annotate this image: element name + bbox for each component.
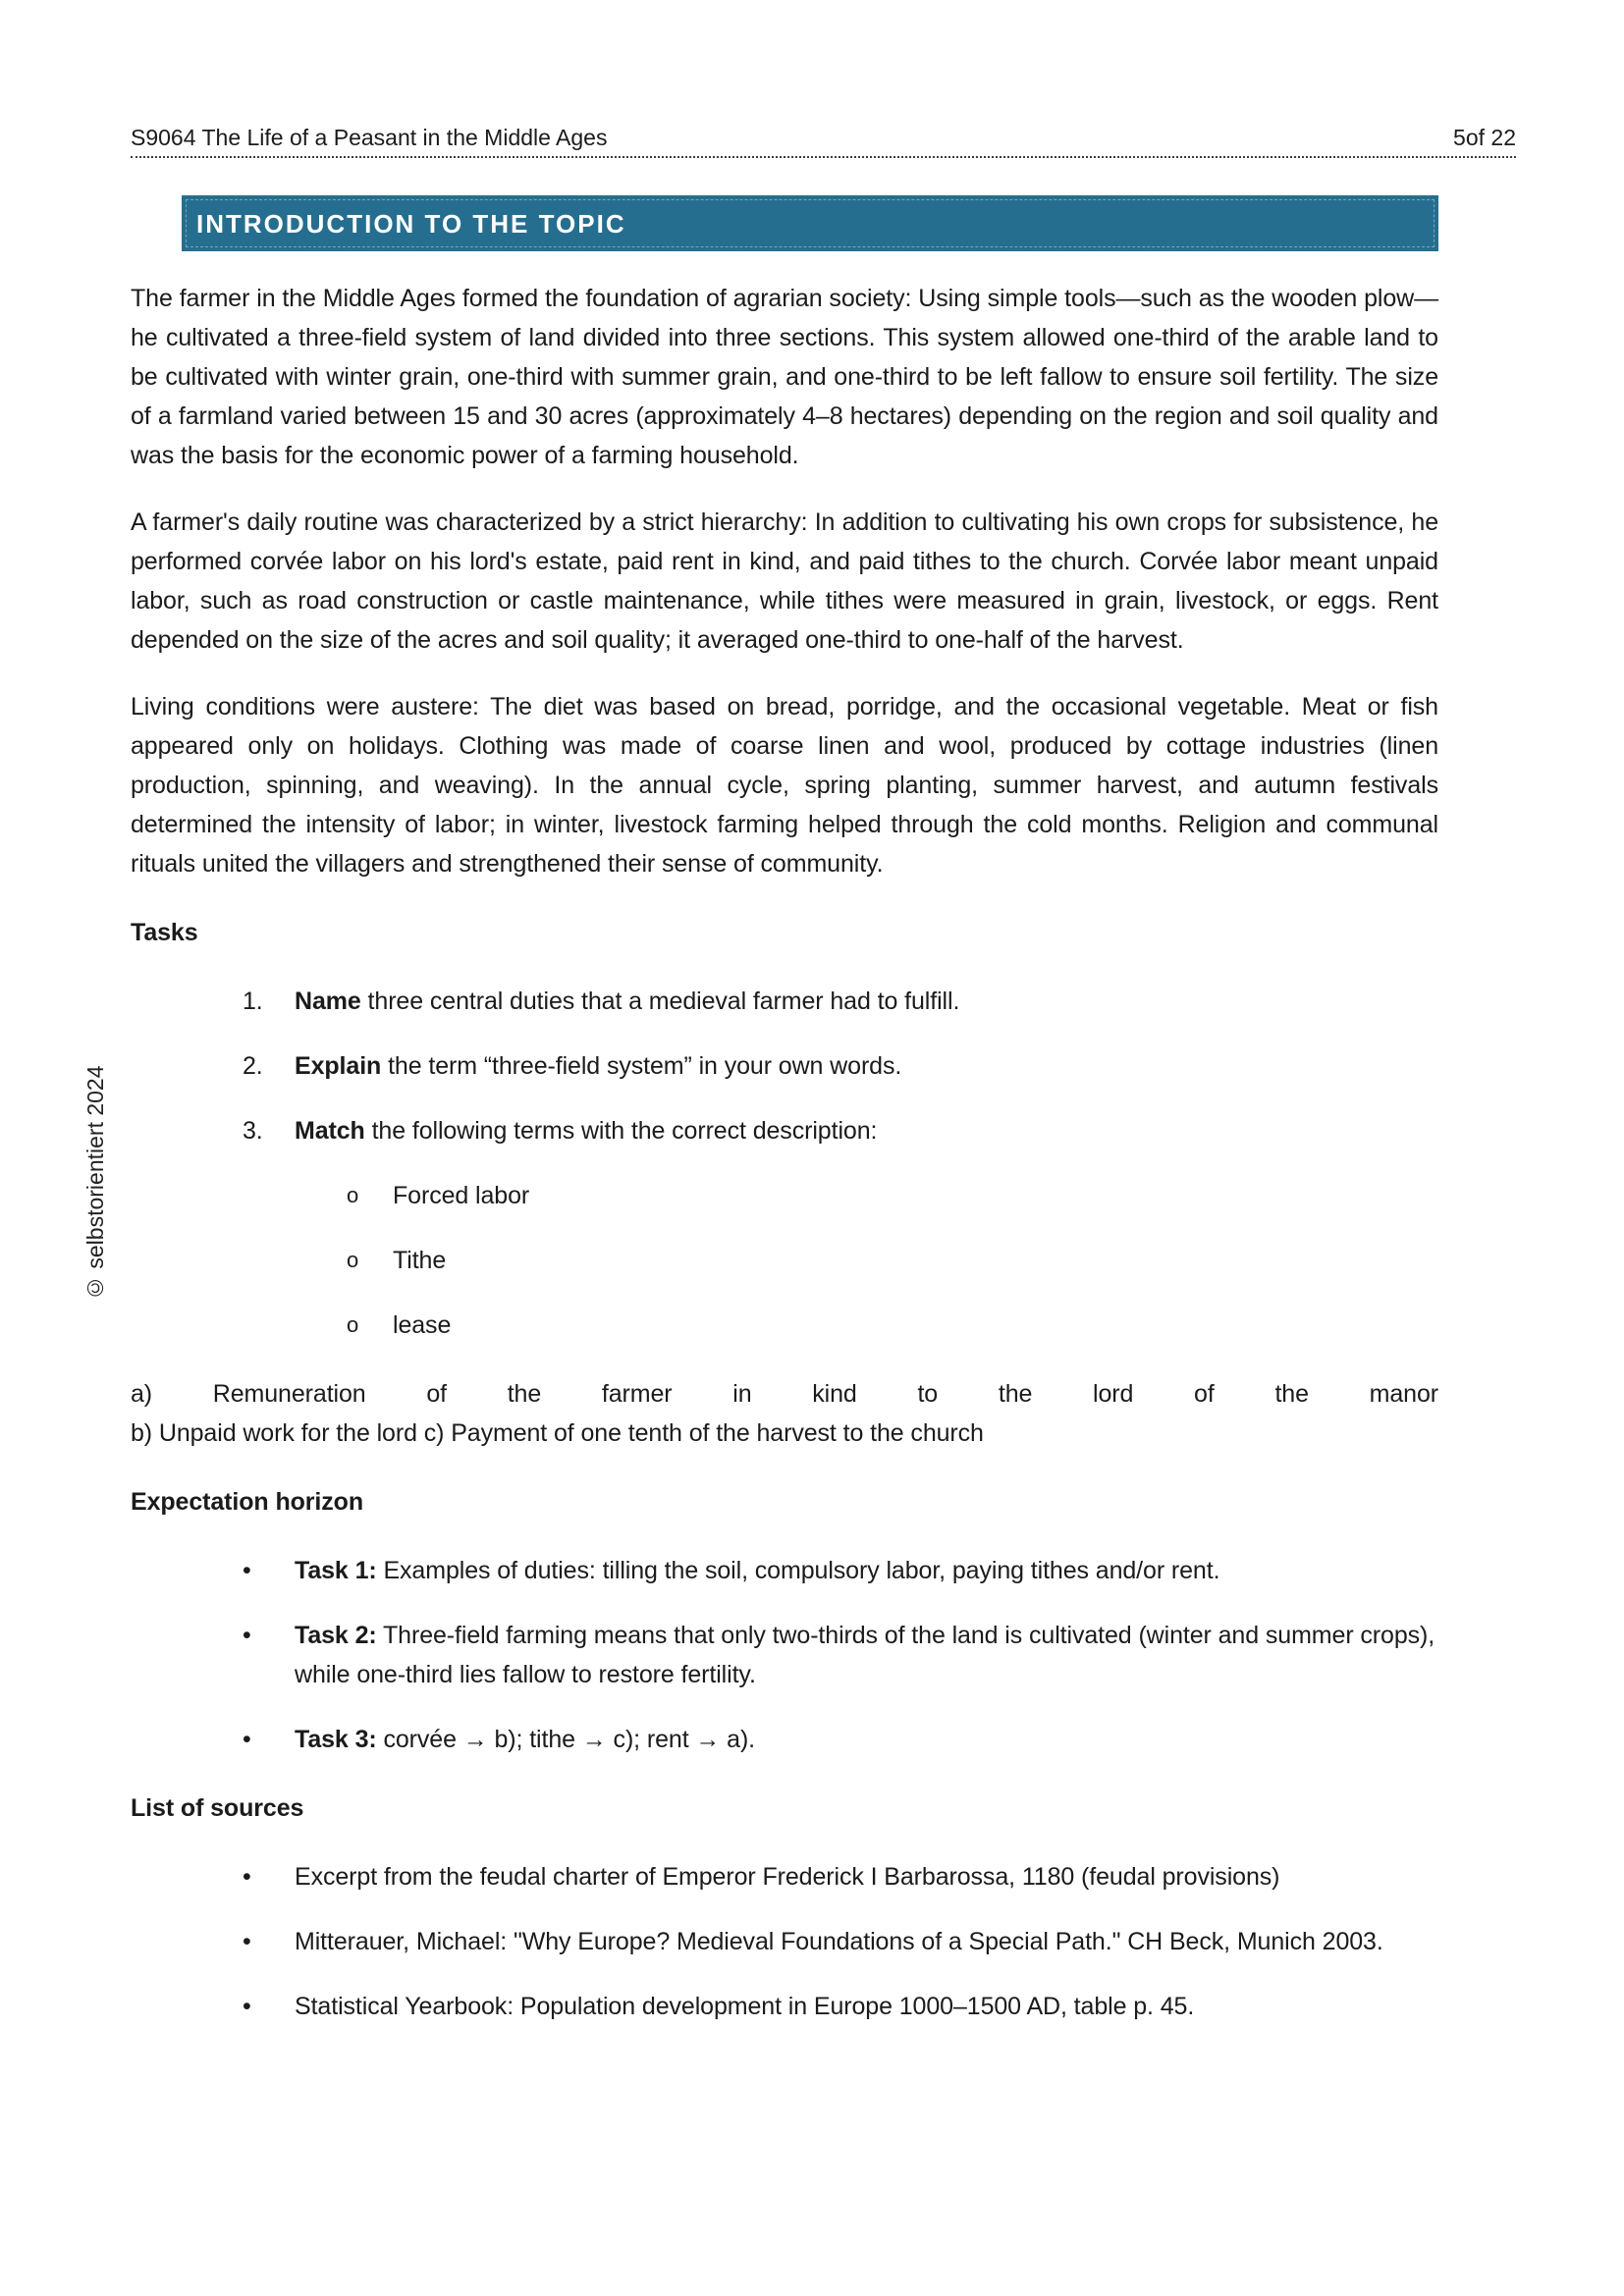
match-option-label-3: lease (393, 1311, 452, 1339)
answer-line-bc: b) Unpaid work for the lord c) Payment of one tenth of the harvest to the church (131, 1419, 984, 1447)
task-verb-3: Match (295, 1117, 365, 1145)
task-item-3 (131, 1111, 1438, 1150)
bullet-icon: • (243, 1863, 251, 1891)
match-option-2 (131, 1241, 1438, 1280)
expectation-text-1 (295, 1551, 1438, 1590)
tasks-heading: Tasks (131, 919, 198, 946)
header-title: S9064 The Life of a Peasant in the Middle Ages (131, 125, 608, 150)
task-text-1 (295, 982, 1438, 1021)
task-rest-1: three central duties that a medieval farmer had to fulfill. (360, 988, 960, 1015)
source-item-3 (131, 1987, 1438, 2026)
source-text-2: Mitterauer, Michael: "Why Europe? Medieval Foundations of a Special Path." CH Beck, Munich 2003. (295, 1928, 1383, 1955)
intro-paragraph-1: The farmer in the Middle Ages formed the foundation of agrarian society: Using simple tools—such as the wooden plow—he cultivated a three-field system of land divided into three sections. This system allowed one-third of the arable land to be cultivated with winter grain, one-third with summer grain, and one-third to be left fallow to ensure soil fertility. The size of a farmland varied between 15 and 30 acres (approximately 4–8 hectares) depending on the region and soil quality and was the basis for the economic power of a farming household. (131, 285, 1438, 469)
task-verb-2: Explain (295, 1052, 382, 1080)
page-number: 5of 22 (1453, 125, 1516, 150)
expectation-rest-1: Examples of duties: tilling the soil, compulsory labor, paying tithes and/or rent. (376, 1557, 1220, 1584)
copyright-sidebar: © selbstorientiert 2024 (82, 1065, 108, 1301)
expectation-heading: Expectation horizon (131, 1488, 364, 1516)
bullet-icon: • (243, 1726, 251, 1753)
task-number-2: 2. (243, 1052, 263, 1080)
circle-bullet-icon: o (347, 1183, 359, 1207)
task-rest-3: the following terms with the correct description: (364, 1117, 878, 1145)
page-header (131, 124, 1516, 158)
match-option-label-1: Forced labor (393, 1182, 530, 1209)
source-text-3: Statistical Yearbook: Population development in Europe 1000–1500 AD, table p. 45. (295, 1993, 1195, 2020)
task-number-3: 3. (243, 1117, 263, 1145)
content-area (131, 195, 1438, 2026)
match-option-1 (131, 1176, 1438, 1215)
bullet-icon: • (243, 1928, 251, 1955)
answer-line-a: a) Remuneration of the farmer in kind to the lord of the manor (131, 1380, 1438, 1408)
expectation-label-1: Task 1: (295, 1557, 377, 1584)
circle-bullet-icon: o (347, 1312, 359, 1337)
expectation-item-2 (131, 1616, 1438, 1694)
expectation-rest-3: corvée → b); tithe → c); rent → a). (376, 1726, 756, 1753)
intro-paragraph-3: Living conditions were austere: The diet was based on bread, porridge, and the occasional vegetable. Meat or fish appeared only on holidays. Clothing was made of coarse linen and wool, produced by cottage industries (linen production, spinning, and weaving). In the annual cycle, spring planting, summer harvest, and autumn festivals determined the intensity of labor; in winter, livestock farming helped through the cold months. Religion and communal rituals united the villagers and strengthened their sense of community. (131, 693, 1438, 878)
banner-title: INTRODUCTION TO THE TOPIC (196, 208, 626, 239)
bullet-icon: • (243, 1557, 251, 1584)
task-text-2 (295, 1046, 1438, 1086)
expectation-rest-2: Three-field farming means that only two-thirds of the land is cultivated (winter and summer crops), while one-third lies fallow to restore fertility. (295, 1622, 1435, 1688)
task-item-1 (131, 982, 1438, 1021)
task-rest-2: the term “three-field system” in your own words. (381, 1052, 902, 1080)
source-text-1: Excerpt from the feudal charter of Emperor Frederick I Barbarossa, 1180 (feudal provisions) (295, 1863, 1280, 1891)
expectation-text-2 (295, 1616, 1438, 1694)
match-option-label-2: Tithe (393, 1247, 447, 1274)
expectation-text-3 (295, 1720, 1438, 1759)
task-number-1: 1. (243, 988, 263, 1015)
bullet-icon: • (243, 1622, 251, 1649)
circle-bullet-icon: o (347, 1248, 359, 1272)
expectation-label-3: Task 3: (295, 1726, 377, 1753)
task-text-3 (295, 1111, 1438, 1150)
expectation-label-2: Task 2: (295, 1622, 377, 1649)
bullet-icon: • (243, 1993, 251, 2020)
expectation-item-3 (131, 1720, 1438, 1759)
expectation-item-1 (131, 1551, 1438, 1590)
intro-paragraph-2: A farmer's daily routine was characterized by a strict hierarchy: In addition to cultivating his own crops for subsistence, he performed corvée labor on his lord's estate, paid rent in kind, and paid tithes to the church. Corvée labor meant unpaid labor, such as road construction or castle maintenance, while tithes were measured in grain, livestock, or eggs. Rent depended on the size of the acres and soil quality; it averaged one-third to one-half of the harvest. (131, 508, 1438, 654)
source-item-2 (131, 1922, 1438, 1961)
task-verb-1: Name (295, 988, 361, 1015)
sources-heading: List of sources (131, 1794, 304, 1822)
match-option-3 (131, 1306, 1438, 1345)
source-item-1 (131, 1857, 1438, 1896)
task-item-2 (131, 1046, 1438, 1086)
section-banner (182, 195, 1438, 251)
